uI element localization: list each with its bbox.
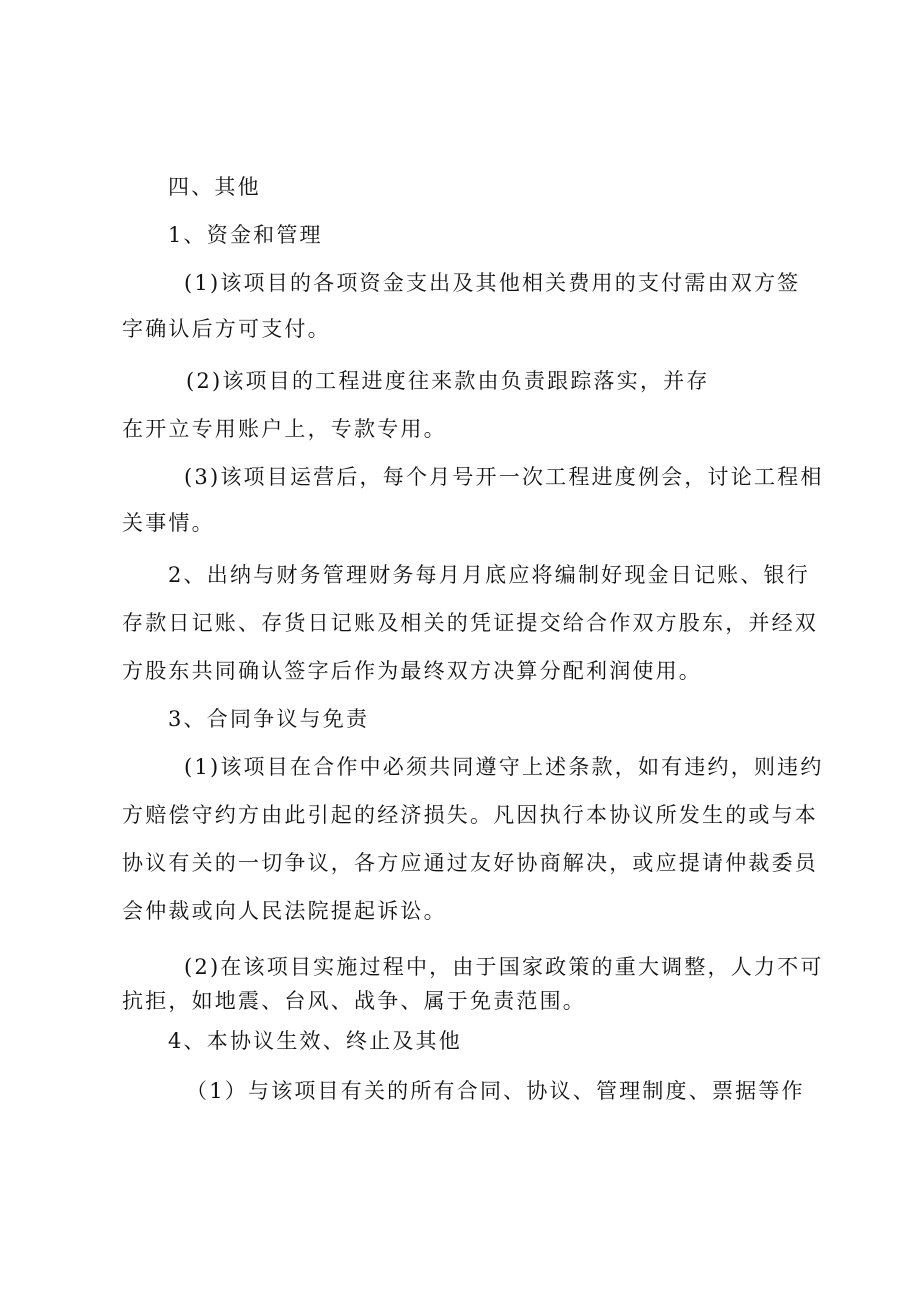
item3-sub1-line1: (1)该项目在合作中必须共同遵守上述条款，如有违约，则违约 (184, 755, 824, 779)
item1-sub1-line2: 字确认后方可支付。 (122, 317, 331, 341)
item3-heading: 3、合同争议与免责 (168, 707, 370, 731)
item2-line1: 2、出纳与财务管理财务每月月底应将编制好现金日记账、银行 (168, 563, 810, 587)
item1-heading: 1、资金和管理 (168, 223, 323, 247)
item2-line2: 存款日记账、存货日记账及相关的凭证提交给合作双方股东，并经双 (122, 611, 818, 635)
item4-heading: 4、本协议生效、终止及其他 (168, 1029, 462, 1053)
item1-sub1-line1: (1)该项目的各项资金支出及其他相关费用的支付需由双方签 (184, 271, 801, 295)
item4-sub1-line1: （1）与该项目有关的所有合同、协议、管理制度、票据等作 (186, 1079, 805, 1103)
item3-sub1-line3: 协议有关的一切争议，各方应通过友好协商解决，或应提请仲裁委员 (122, 851, 818, 875)
item3-sub2-line2: 抗拒，如地震、台风、战争、属于免责范围。 (122, 989, 586, 1013)
item1-sub3-line2: 关事情。 (122, 511, 215, 535)
item2-line3: 方股东共同确认签字后作为最终双方决算分配利润使用。 (122, 659, 702, 683)
item3-sub1-line2: 方赔偿守约方由此引起的经济损失。凡因执行本协议所发生的或与本 (122, 803, 818, 827)
section-heading: 四、其他 (168, 175, 261, 199)
item1-sub2-line1: (2)该项目的工程进度往来款由负责跟踪落实，并存 (186, 369, 710, 393)
item3-sub1-line4: 会仲裁或向人民法院提起诉讼。 (122, 899, 447, 923)
item3-sub2-line1: (2)在该项目实施过程中，由于国家政策的重大调整，人力不可 (184, 955, 824, 979)
item1-sub3-line1: (3)该项目运营后，每个月号开一次工程进度例会，讨论工程相 (184, 465, 824, 489)
item1-sub2-line2: 在开立专用账户上，专款专用。 (122, 417, 447, 441)
